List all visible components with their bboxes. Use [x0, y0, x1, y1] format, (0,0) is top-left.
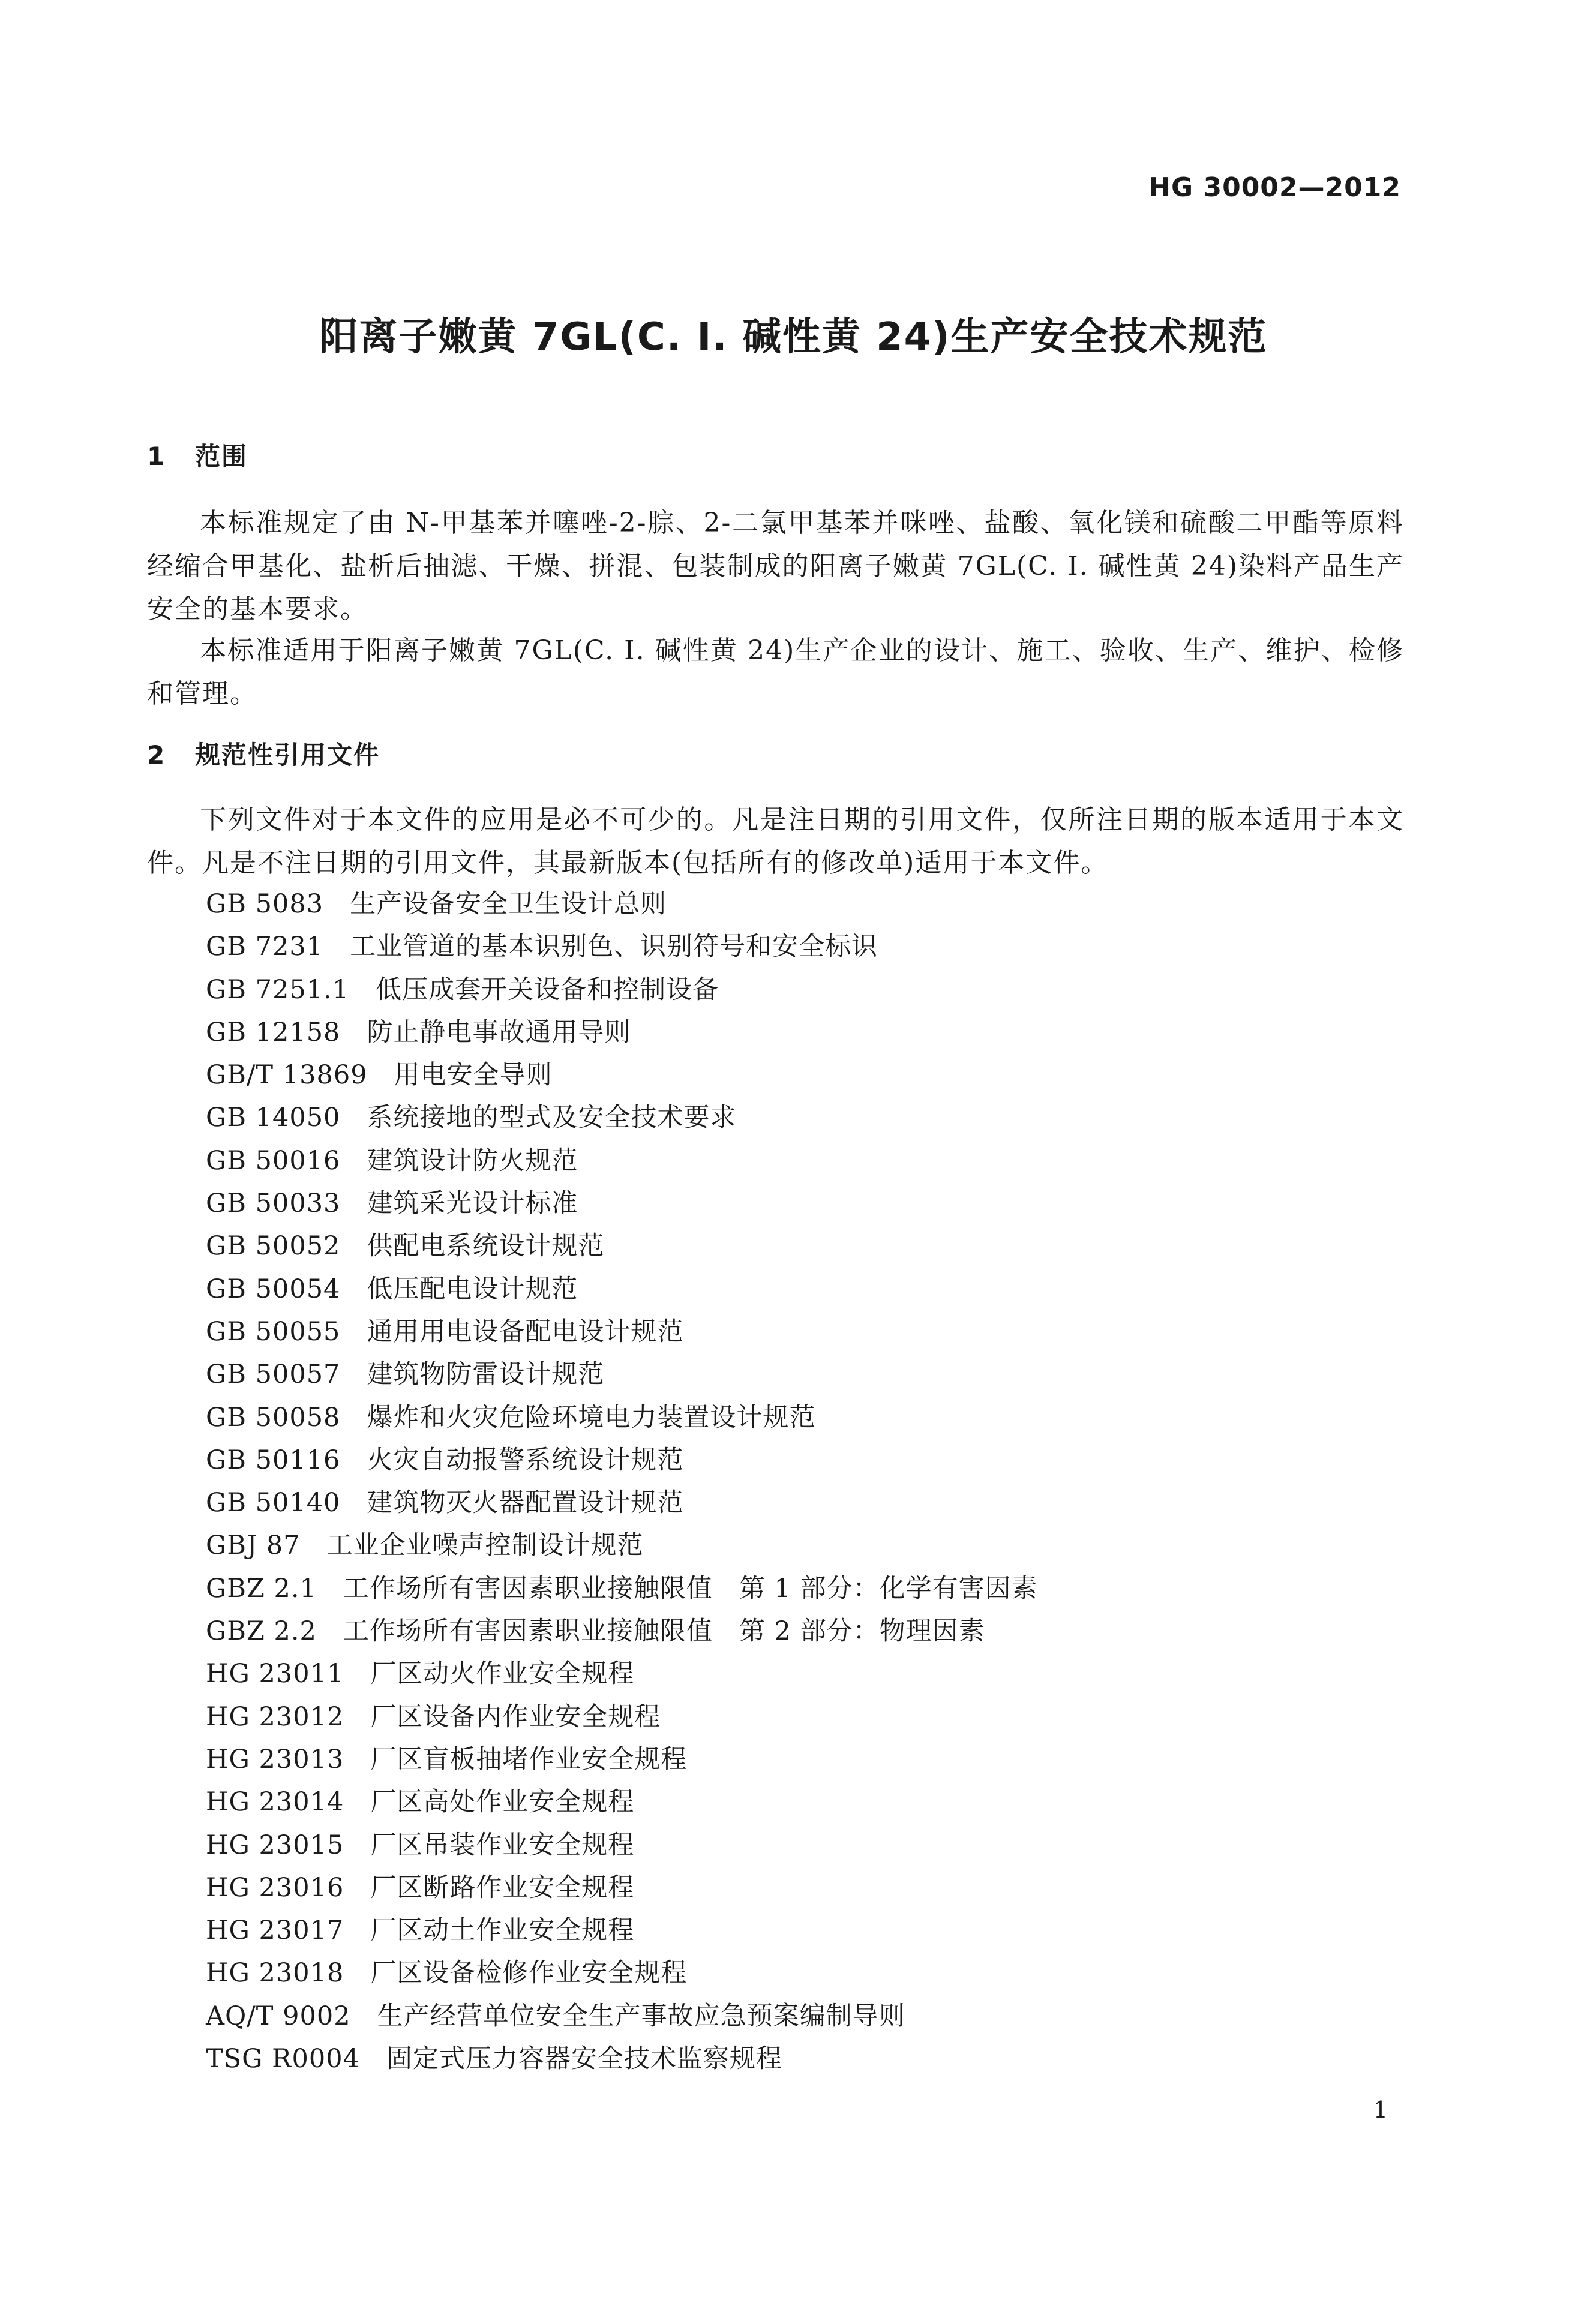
reference-title: 厂区吊装作业安全规程 [370, 1830, 635, 1860]
reference-item [206, 1696, 1038, 1739]
reference-item [206, 1225, 1038, 1268]
reference-title: 火灾自动报警系统设计规范 [367, 1445, 684, 1475]
reference-title: 通用用电设备配电设计规范 [367, 1316, 684, 1347]
reference-title: 低压配电设计规范 [367, 1274, 578, 1304]
reference-code: HG 23016 [206, 1872, 344, 1903]
reference-code: GB 50054 [206, 1274, 341, 1304]
section-title: 规范性引用文件 [195, 740, 380, 770]
standard-code: HG 30002—2012 [1148, 172, 1401, 203]
reference-item [206, 1739, 1038, 1781]
reference-title: 厂区动土作业安全规程 [370, 1915, 635, 1946]
reference-title: 建筑设计防火规范 [367, 1145, 578, 1176]
reference-item [206, 1568, 1038, 1610]
reference-code: GB 50116 [206, 1445, 341, 1475]
reference-code: HG 23012 [206, 1701, 344, 1732]
reference-item [206, 969, 1038, 1011]
reference-item [206, 1824, 1038, 1867]
reference-title: 生产设备安全卫生设计总则 [350, 889, 667, 919]
reference-title: 厂区高处作业安全规程 [370, 1787, 635, 1818]
reference-title: 爆炸和火灾危险环境电力装置设计规范 [367, 1402, 816, 1433]
reference-code: GB 5083 [206, 889, 324, 919]
reference-code: GBZ 2.1 [206, 1573, 317, 1604]
reference-code: HG 23015 [206, 1830, 344, 1860]
section-1-heading [147, 437, 248, 473]
section-title: 范围 [195, 442, 248, 471]
reference-code: HG 23014 [206, 1787, 344, 1818]
reference-item [206, 1397, 1038, 1439]
reference-code: GBZ 2.2 [206, 1616, 317, 1647]
section-number: 2 [147, 740, 166, 770]
reference-item [206, 1268, 1038, 1311]
reference-code: HG 23018 [206, 1958, 344, 1989]
reference-code: GB 50140 [206, 1488, 341, 1518]
reference-item [206, 1610, 1038, 1653]
reference-item [206, 1140, 1038, 1182]
reference-code: GB 50016 [206, 1145, 341, 1176]
section-number: 1 [147, 442, 166, 471]
reference-item [206, 926, 1038, 968]
reference-item [206, 1952, 1038, 1995]
reference-title: 工作场所有害因素职业接触限值 第 2 部分：物理因素 [343, 1616, 985, 1647]
reference-item [206, 1311, 1038, 1353]
reference-item [206, 1524, 1038, 1567]
reference-item [206, 1439, 1038, 1482]
reference-title: 生产经营单位安全生产事故应急预案编制导则 [377, 2001, 905, 2031]
reference-item [206, 1011, 1038, 1054]
reference-code: HG 23017 [206, 1915, 344, 1946]
page-number: 1 [1373, 2097, 1388, 2123]
reference-code: TSG R0004 [206, 2044, 360, 2074]
reference-item [206, 1182, 1038, 1225]
reference-title: 低压成套开关设备和控制设备 [376, 974, 719, 1005]
reference-title: 工业管道的基本识别色、识别符号和安全标识 [350, 932, 878, 962]
reference-code: GB 50055 [206, 1316, 341, 1347]
reference-title: 防止静电事故通用导则 [367, 1017, 631, 1047]
normative-references-list [206, 883, 1038, 2080]
section-2-paragraph-1: 下列文件对于本文件的应用是必不可少的。凡是注日期的引用文件，仅所注日期的版本适用于本文件。凡是不注日期的引用文件，其最新版本(包括所有的修改单)适用于本文件。 [147, 804, 1404, 878]
document-title: 阳离子嫩黄 7GL(C. I. 碱性黄 24)生产安全技术规范 [319, 315, 1268, 359]
reference-title: 建筑物灭火器配置设计规范 [367, 1488, 684, 1518]
reference-item [206, 1482, 1038, 1524]
reference-code: AQ/T 9002 [206, 2001, 351, 2031]
reference-code: GB 50058 [206, 1402, 341, 1433]
reference-title: 固定式压力容器安全技术监察规程 [386, 2044, 782, 2074]
reference-item [206, 1995, 1038, 2038]
reference-title: 工业企业噪声控制设计规范 [326, 1530, 644, 1561]
reference-title: 厂区设备检修作业安全规程 [370, 1958, 688, 1989]
reference-code: HG 23013 [206, 1744, 344, 1774]
reference-title: 建筑物防雷设计规范 [367, 1359, 605, 1390]
reference-title: 工作场所有害因素职业接触限值 第 1 部分：化学有害因素 [343, 1573, 1038, 1604]
reference-title: 厂区断路作业安全规程 [370, 1872, 635, 1903]
reference-title: 厂区设备内作业安全规程 [370, 1701, 661, 1732]
reference-item [206, 1867, 1038, 1909]
reference-title: 建筑采光设计标准 [367, 1188, 578, 1219]
reference-item [206, 1097, 1038, 1139]
reference-code: GB 14050 [206, 1103, 341, 1133]
reference-item [206, 1909, 1038, 1952]
reference-code: GB 50033 [206, 1188, 341, 1219]
reference-code: GBJ 87 [206, 1530, 301, 1561]
reference-title: 厂区动火作业安全规程 [370, 1659, 635, 1689]
reference-title: 用电安全导则 [394, 1060, 553, 1091]
reference-item [206, 1653, 1038, 1695]
reference-item [206, 883, 1038, 926]
reference-code: HG 23011 [206, 1659, 344, 1689]
reference-item [206, 1353, 1038, 1396]
reference-code: GB 50057 [206, 1359, 341, 1390]
reference-title: 供配电系统设计规范 [367, 1231, 605, 1262]
reference-item [206, 1054, 1038, 1097]
reference-item [206, 1781, 1038, 1824]
reference-code: GB 7251.1 [206, 974, 350, 1005]
reference-code: GB 12158 [206, 1017, 341, 1047]
reference-code: GB/T 13869 [206, 1060, 368, 1091]
reference-code: GB 50052 [206, 1231, 341, 1262]
section-2-heading [147, 735, 380, 771]
reference-item [206, 2038, 1038, 2080]
reference-title: 系统接地的型式及安全技术要求 [367, 1103, 737, 1133]
reference-code: GB 7231 [206, 932, 324, 962]
section-1-paragraph-1: 本标准规定了由 N-甲基苯并噻唑-2-腙、2-二氯甲基苯并咪唑、盐酸、氧化镁和硫酸二甲酯等原料经缩合甲基化、盐析后抽滤、干燥、拼混、包装制成的阳离子嫩黄 7GL(C. I. 碱性黄 24)染料产品生产安全的基本要求。 [147, 508, 1404, 624]
reference-title: 厂区盲板抽堵作业安全规程 [370, 1744, 688, 1774]
section-1-paragraph-2: 本标准适用于阳离子嫩黄 7GL(C. I. 碱性黄 24)生产企业的设计、施工、验收、生产、维护、检修和管理。 [147, 635, 1404, 709]
